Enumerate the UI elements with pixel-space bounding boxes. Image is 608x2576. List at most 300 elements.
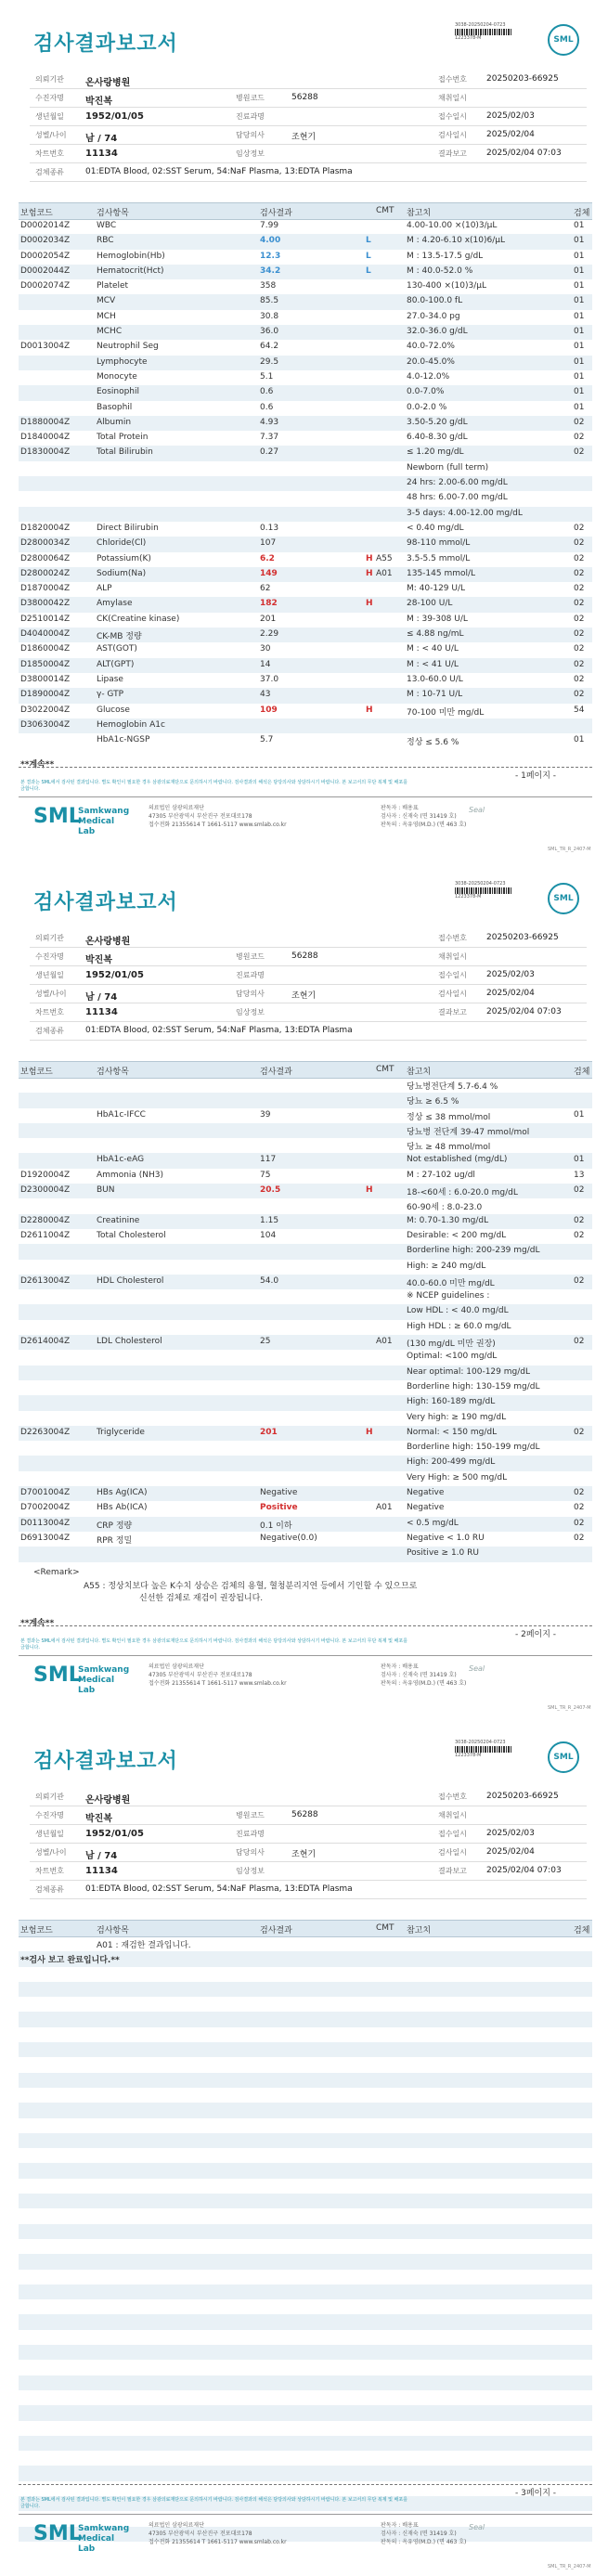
info-row — [30, 1806, 587, 1825]
table-row — [19, 1093, 592, 1107]
result-specimen: 02 — [574, 417, 585, 427]
sml-logo-name — [78, 1665, 129, 1696]
result-specimen: 02 — [574, 1230, 585, 1240]
label-patient: 수진자명 — [35, 94, 64, 102]
label-received: 접수일시 — [438, 971, 467, 979]
table-row — [19, 234, 592, 249]
table-row — [19, 1214, 592, 1229]
birth-value: 1952/01/05 — [85, 1829, 144, 1839]
continued-label: **계속** — [20, 760, 55, 770]
info-row — [30, 145, 587, 163]
test-date-value: 2025/02/04 — [486, 130, 535, 139]
table-row — [19, 704, 592, 718]
table-row — [19, 1532, 592, 1547]
table-row — [19, 1456, 592, 1470]
result-value: 14 — [260, 659, 271, 669]
result-specimen: 02 — [574, 553, 585, 563]
sign-line-2: 검사자 : 신재숙 (면 31419 호) — [381, 813, 457, 820]
page-number: - 3페이지 - — [515, 2489, 557, 2498]
table-row — [19, 325, 592, 340]
result-value: 107 — [260, 538, 277, 549]
result-name: Hemoglobin A1c — [97, 719, 165, 730]
result-value: 5.7 — [260, 735, 274, 745]
report-complete: **검사 보고 완료입니다.** — [20, 1956, 120, 1966]
sign-line-2: 검사자 : 신재숙 (면 31419 호) — [381, 2531, 457, 2537]
info-row — [30, 985, 587, 1003]
label-result-date: 결과보고 — [438, 1867, 467, 1875]
result-value: 182 — [260, 599, 278, 609]
col-gbl: 검체 — [574, 1068, 590, 1077]
result-specimen: 01 — [574, 342, 585, 352]
empty-row — [19, 2436, 592, 2451]
addr-line-1: 의료법인 삼광의료재단 — [149, 1663, 204, 1670]
form-version: SML_TR_R_2407-M — [548, 847, 591, 852]
received-value: 2025/02/03 — [486, 1829, 535, 1838]
result-code: D2800064Z — [20, 553, 71, 563]
col-code: 보험코드 — [20, 209, 53, 218]
result-date-value: 2025/02/04 07:03 — [486, 1866, 562, 1875]
result-specimen: 01 — [574, 402, 585, 412]
remark-line-1: A55 : 정상치보다 높은 K수치 상승은 검체의 용혈, 혈청분리지연 등에서 기인할 수 있으므로 — [84, 1581, 418, 1591]
table-row — [19, 416, 592, 431]
label-sex-age: 성별/나이 — [35, 131, 67, 139]
empty-row — [19, 2088, 592, 2103]
result-code: D0002074Z — [20, 281, 71, 291]
table-row — [19, 1320, 592, 1335]
table-row — [19, 642, 592, 657]
table-row — [19, 582, 592, 597]
result-value: 4.93 — [260, 417, 279, 427]
result-cmt: A01 — [376, 1337, 393, 1347]
info-row — [30, 126, 587, 145]
result-specimen: 02 — [574, 690, 585, 700]
table-row — [19, 1078, 592, 1093]
table-row — [19, 522, 592, 537]
result-ref: Positive ≥ 1.0 RU — [407, 1548, 479, 1559]
result-value: Positive — [260, 1503, 298, 1513]
table-row — [19, 385, 592, 400]
result-ref: 20.0-45.0% — [407, 356, 455, 367]
result-name: Potassium(K) — [97, 553, 151, 563]
result-name: CK(Creatine kinase) — [97, 614, 180, 624]
result-flag: H — [366, 705, 373, 715]
empty-row — [19, 2299, 592, 2314]
result-value: 29.5 — [260, 356, 279, 367]
result-ref: 24 hrs: 2.00-6.00 mg/dL — [407, 478, 508, 488]
result-specimen: 02 — [574, 538, 585, 549]
result-ref: M : < 40 U/L — [407, 644, 459, 654]
table-row — [19, 1138, 592, 1153]
result-code: D0002034Z — [20, 236, 71, 246]
result-name: Glucose — [97, 705, 130, 715]
label-specimen: 검체종류 — [35, 1027, 64, 1035]
result-name: Basophil — [97, 402, 133, 412]
table-row — [19, 1411, 592, 1426]
label-collected: 채취일시 — [438, 94, 467, 102]
result-value: 20.5 — [260, 1185, 281, 1196]
result-name: γ- GTP — [97, 690, 124, 700]
table-row — [19, 265, 592, 279]
report-page — [0, 859, 608, 1717]
sign-line-3: 판독의 : 옥유영(M.D.) (면 463 호) — [381, 822, 467, 828]
sml-logo — [33, 803, 130, 836]
result-name: MCV — [97, 296, 116, 306]
result-code: D0002044Z — [20, 265, 71, 276]
empty-row — [19, 2133, 592, 2148]
sml-logo-name — [78, 2524, 129, 2555]
result-name: BUN — [97, 1185, 115, 1196]
label-birth: 생년월일 — [35, 1830, 64, 1838]
result-ref: < 0.5 mg/dL — [407, 1518, 459, 1528]
result-specimen: 01 — [574, 327, 585, 337]
result-flag: L — [366, 251, 371, 261]
info-row — [30, 1022, 587, 1041]
test-date-value: 2025/02/04 — [486, 989, 535, 998]
result-value: Negative — [260, 1488, 298, 1498]
result-ref: Borderline high: 150-199 mg/dL — [407, 1443, 540, 1453]
result-name: AST(GOT) — [97, 644, 137, 654]
table-row — [19, 431, 592, 446]
result-name: Triglyceride — [97, 1427, 145, 1437]
result-specimen: 02 — [574, 523, 585, 533]
logo-name-1: Samkwang — [78, 2524, 130, 2533]
result-name: Ammonia (NH3) — [97, 1170, 164, 1180]
footer-divider — [19, 2514, 592, 2515]
table-row — [19, 250, 592, 265]
result-specimen: 01 — [574, 311, 585, 321]
result-value: 30 — [260, 644, 271, 654]
result-code: D2263004Z — [20, 1427, 71, 1437]
received-value: 2025/02/03 — [486, 970, 535, 979]
form-version: SML_TR_R_2407-M — [548, 2564, 591, 2570]
empty-row — [19, 2285, 592, 2299]
result-ref: 80.0-100.0 fL — [407, 296, 463, 306]
result-ref: Low HDL : < 40.0 mg/dL — [407, 1306, 509, 1316]
result-ref: 3.50-5.20 g/dL — [407, 417, 468, 427]
label-collected: 채취일시 — [438, 952, 467, 961]
result-value: 1.15 — [260, 1215, 279, 1225]
hosp-code-value: 56288 — [291, 1810, 318, 1819]
barcode — [455, 22, 512, 42]
chart-value: 11134 — [85, 1007, 118, 1017]
result-ref: 18-<60세 : 6.0-20.0 mg/dL — [407, 1188, 518, 1198]
result-name: MCHC — [97, 327, 123, 337]
empty-row — [19, 2208, 592, 2223]
result-value: 117 — [260, 1155, 277, 1165]
signatures — [381, 804, 466, 829]
sml-logo — [33, 1662, 130, 1695]
results-header — [19, 202, 592, 220]
chart-value: 11134 — [85, 1866, 118, 1876]
specimen-value: 01:EDTA Blood, 02:SST Serum, 54:NaF Plasma, 13:EDTA Plasma — [85, 167, 353, 176]
empty-row — [19, 1997, 592, 2012]
result-code: D3800042Z — [20, 599, 71, 609]
table-row — [19, 1289, 592, 1304]
result-ref: Very High: ≥ 500 mg/dL — [407, 1472, 508, 1482]
sml-logo-mark: SML — [33, 805, 82, 828]
specimen-value: 01:EDTA Blood, 02:SST Serum, 54:NaF Plasma, 13:EDTA Plasma — [85, 1026, 353, 1035]
result-name: Hemoglobin(Hb) — [97, 251, 165, 261]
result-ref: Newborn (full term) — [407, 462, 489, 472]
result-specimen: 01 — [574, 387, 585, 397]
table-row — [19, 1153, 592, 1168]
result-value: 37.0 — [260, 674, 279, 684]
label-birth: 생년월일 — [35, 971, 64, 979]
label-clinical: 임상정보 — [236, 1867, 265, 1875]
sml-badge-icon: SML — [548, 24, 579, 56]
result-flag: H — [366, 599, 373, 609]
result-ref: 13.0-60.0 U/L — [407, 674, 463, 684]
result-ref: M : 4.20-6.10 x(10)6/μL — [407, 236, 506, 246]
result-code: D2510014Z — [20, 614, 71, 624]
table-row — [19, 279, 592, 294]
result-flag: L — [366, 265, 371, 276]
label-test-date: 검사일시 — [438, 131, 467, 139]
sml-logo-mark: SML — [33, 1663, 82, 1687]
info-row — [30, 108, 587, 126]
result-value: 7.37 — [260, 433, 279, 443]
result-specimen: 02 — [574, 1533, 585, 1543]
table-row — [19, 1184, 592, 1198]
barcode-id: 3038-20250204-0723 — [455, 22, 506, 28]
label-result-date: 결과보고 — [438, 1008, 467, 1016]
empty-row — [19, 2118, 592, 2133]
empty-row — [19, 2390, 592, 2405]
result-code: D1830004Z — [20, 447, 71, 458]
col-gbl: 검체 — [574, 1926, 590, 1935]
result-name: Total Protein — [97, 433, 149, 443]
label-sex-age: 성별/나이 — [35, 1848, 67, 1857]
table-row — [19, 1123, 592, 1138]
result-ref: 4.00-10.00 ×(10)3/μL — [407, 221, 498, 230]
lab-address — [149, 804, 287, 829]
result-ref: 당뇨병전단계 5.7-6.4 % — [407, 1082, 498, 1092]
signatures — [381, 2521, 466, 2546]
empty-row — [19, 2194, 592, 2208]
results-header — [19, 1061, 592, 1079]
report-page — [0, 0, 608, 859]
result-specimen: 01 — [574, 281, 585, 291]
table-row — [19, 446, 592, 460]
reception-no-value: 20250203-66925 — [486, 1792, 559, 1801]
info-row — [30, 1788, 587, 1806]
result-value: 36.0 — [260, 327, 279, 337]
result-specimen: 02 — [574, 674, 585, 684]
label-doctor: 담당의사 — [236, 1848, 265, 1857]
results-rows — [19, 1936, 592, 2557]
results-header — [19, 1920, 592, 1937]
empty-row — [19, 2239, 592, 2254]
patient-info — [30, 929, 587, 1041]
result-value: 75 — [260, 1170, 271, 1180]
result-ref: Borderline high: 200-239 mg/dL — [407, 1246, 540, 1256]
notice-text: 본 결과는 SML에서 검사된 결과입니다. 별도 확인이 필요한 경우 삼광의료재단으로 문의하시기 바랍니다. 검사결과의 해석은 담당의사와 상담하시기 바랍니다. 본 보고서의 무단 복제 및 배포를 금합니다. — [20, 2497, 408, 2509]
result-name: Creatinine — [97, 1215, 140, 1225]
notice-text: 본 결과는 SML에서 검사된 결과입니다. 별도 확인이 필요한 경우 삼광의료재단으로 문의하시기 바랍니다. 검사결과의 해석은 담당의사와 상담하시기 바랍니다. 본 보고서의 무단 복제 및 배포를 금합니다. — [20, 1638, 408, 1650]
table-row — [19, 1260, 592, 1275]
empty-row — [19, 2375, 592, 2390]
label-doctor: 담당의사 — [236, 131, 265, 139]
result-ref: 4.0-12.0% — [407, 371, 450, 382]
empty-row — [19, 2073, 592, 2088]
result-ref: 28-100 U/L — [407, 599, 453, 609]
empty-row — [19, 2042, 592, 2057]
table-row — [19, 628, 592, 642]
footer-divider — [19, 1655, 592, 1656]
result-code: D2800034Z — [20, 538, 71, 549]
table-row — [19, 597, 592, 612]
result-ref: ※ NCEP guidelines : — [407, 1291, 490, 1301]
result-name: HBs Ag(ICA) — [97, 1488, 148, 1498]
empty-row — [19, 2360, 592, 2375]
label-patient: 수진자명 — [35, 952, 64, 961]
table-row — [19, 1275, 592, 1289]
result-specimen: 02 — [574, 644, 585, 654]
table-row — [19, 1380, 592, 1395]
result-value: 85.5 — [260, 296, 279, 306]
result-code: D1920004Z — [20, 1170, 71, 1180]
table-row — [19, 718, 592, 733]
result-flag: L — [366, 236, 371, 246]
specimen-value: 01:EDTA Blood, 02:SST Serum, 54:NaF Plasma, 13:EDTA Plasma — [85, 1884, 353, 1894]
result-specimen: 02 — [574, 1503, 585, 1513]
result-specimen: 02 — [574, 659, 585, 669]
result-value: 0.27 — [260, 447, 279, 458]
barcode — [455, 1740, 512, 1759]
sign-line-1: 판독자 : 배용표 — [381, 805, 419, 811]
result-value: 0.13 — [260, 523, 279, 533]
info-row — [30, 966, 587, 985]
received-value: 2025/02/03 — [486, 111, 535, 121]
result-ref: 27.0-34.0 pg — [407, 311, 460, 321]
result-ref: 60-90세 : 8.0-23.0 — [407, 1203, 483, 1213]
table-row — [19, 491, 592, 506]
result-code: D1850004Z — [20, 659, 71, 669]
doctor-value: 조현기 — [291, 133, 317, 142]
addr-line-3: 접수전화 21355614 T 1661-5117 www.smlab.co.kr — [149, 2539, 287, 2545]
result-specimen: 01 — [574, 1155, 585, 1165]
addr-line-2: 47305 부산광역시 부산진구 전포대로178 — [149, 813, 252, 820]
result-value: 104 — [260, 1230, 277, 1240]
page-number: - 2페이지 - — [515, 1630, 557, 1639]
result-code: D2611004Z — [20, 1230, 71, 1240]
label-patient: 수진자명 — [35, 1811, 64, 1819]
result-value: 6.2 — [260, 553, 275, 563]
result-ref: < 0.40 mg/dL — [407, 523, 464, 533]
result-value: 109 — [260, 705, 278, 715]
empty-row — [19, 1967, 592, 1982]
label-received: 접수일시 — [438, 1830, 467, 1838]
result-code: D1820004Z — [20, 523, 71, 533]
result-specimen: 02 — [574, 1518, 585, 1528]
addr-line-1: 의료법인 삼광의료재단 — [149, 2522, 204, 2529]
info-row — [30, 71, 587, 89]
result-value: 358 — [260, 281, 277, 291]
result-ref: 당뇨 ≥ 6.5 % — [407, 1097, 459, 1107]
chart-value: 11134 — [85, 149, 118, 159]
continued-label: **계속** — [20, 1619, 55, 1628]
reception-no-value: 20250203-66925 — [486, 933, 559, 942]
table-row — [19, 401, 592, 416]
result-name: Monocyte — [97, 371, 137, 382]
result-value: 43 — [260, 690, 271, 700]
result-ref: 32.0-36.0 g/dL — [407, 327, 468, 337]
result-code: D1840004Z — [20, 433, 71, 443]
doctor-value: 조현기 — [291, 1850, 317, 1859]
sign-line-2: 검사자 : 신재숙 (면 31419 호) — [381, 1672, 457, 1678]
col-code: 보험코드 — [20, 1926, 53, 1935]
result-ref: High: 160-189 mg/dL — [407, 1397, 496, 1407]
result-name: ALT(GPT) — [97, 659, 135, 669]
result-ref: M : < 41 U/L — [407, 659, 459, 669]
barcode-bars — [455, 1746, 512, 1753]
result-specimen: 02 — [574, 1215, 585, 1225]
result-code: D6913004Z — [20, 1533, 71, 1543]
result-ref: 정상 ≤ 38 mmol/mol — [407, 1112, 491, 1122]
empty-row — [19, 2103, 592, 2117]
sex-age-value: 남 / 74 — [85, 134, 118, 144]
result-specimen: 01 — [574, 735, 585, 745]
result-name: Direct Bilirubin — [97, 523, 159, 533]
addr-line-3: 접수전화 21355614 T 1661-5117 www.smlab.co.kr — [149, 1680, 287, 1687]
label-clinical: 임상정보 — [236, 1008, 265, 1016]
label-institution: 의뢰기관 — [35, 934, 64, 942]
result-cmt: A01 — [376, 1503, 393, 1513]
result-ref: 0.0-7.0% — [407, 387, 445, 397]
addr-line-3: 접수전화 21355614 T 1661-5117 www.smlab.co.kr — [149, 822, 287, 828]
result-value: 0.1 이하 — [260, 1521, 292, 1531]
result-ref: 48 hrs: 6.00-7.00 mg/dL — [407, 493, 508, 503]
info-row — [30, 1881, 587, 1899]
result-code: D1880004Z — [20, 417, 71, 427]
divider — [19, 767, 592, 768]
result-name: Total Bilirubin — [97, 447, 153, 458]
result-specimen: 54 — [574, 705, 585, 715]
table-row — [19, 1441, 592, 1456]
sex-age-value: 남 / 74 — [85, 992, 118, 1003]
doctor-value: 조현기 — [291, 991, 317, 1001]
institution-value: 온사랑병원 — [85, 937, 131, 947]
table-row — [19, 1517, 592, 1532]
barcode-id: 3038-20250204-0723 — [455, 881, 506, 887]
col-value: 검사결과 — [260, 209, 292, 218]
table-row — [19, 673, 592, 688]
institution-value: 온사랑병원 — [85, 1795, 131, 1806]
table-row — [19, 688, 592, 703]
result-specimen: 01 — [574, 221, 585, 230]
info-row — [30, 1825, 587, 1844]
table-row — [19, 1547, 592, 1561]
logo-name-2: Medical Lab — [78, 1676, 115, 1695]
label-dept: 진료과명 — [236, 112, 265, 121]
label-hosp-code: 병원코드 — [236, 952, 265, 961]
label-dept: 진료과명 — [236, 1830, 265, 1838]
result-code: D1870004Z — [20, 584, 71, 594]
info-row — [30, 89, 587, 108]
report-page — [0, 1717, 608, 2576]
result-ref: 98-110 mmol/L — [407, 538, 471, 549]
result-value: 62 — [260, 584, 271, 594]
table-row — [19, 310, 592, 325]
result-ref: Optimal: <100 mg/dL — [407, 1352, 498, 1362]
logo-name-1: Samkwang — [78, 807, 130, 816]
table-row — [19, 1366, 592, 1380]
sign-line-1: 판독자 : 배용표 — [381, 2522, 419, 2529]
table-row — [19, 613, 592, 628]
result-code: D1890004Z — [20, 690, 71, 700]
result-specimen: 13 — [574, 1170, 585, 1180]
result-flag: H — [366, 1185, 373, 1196]
